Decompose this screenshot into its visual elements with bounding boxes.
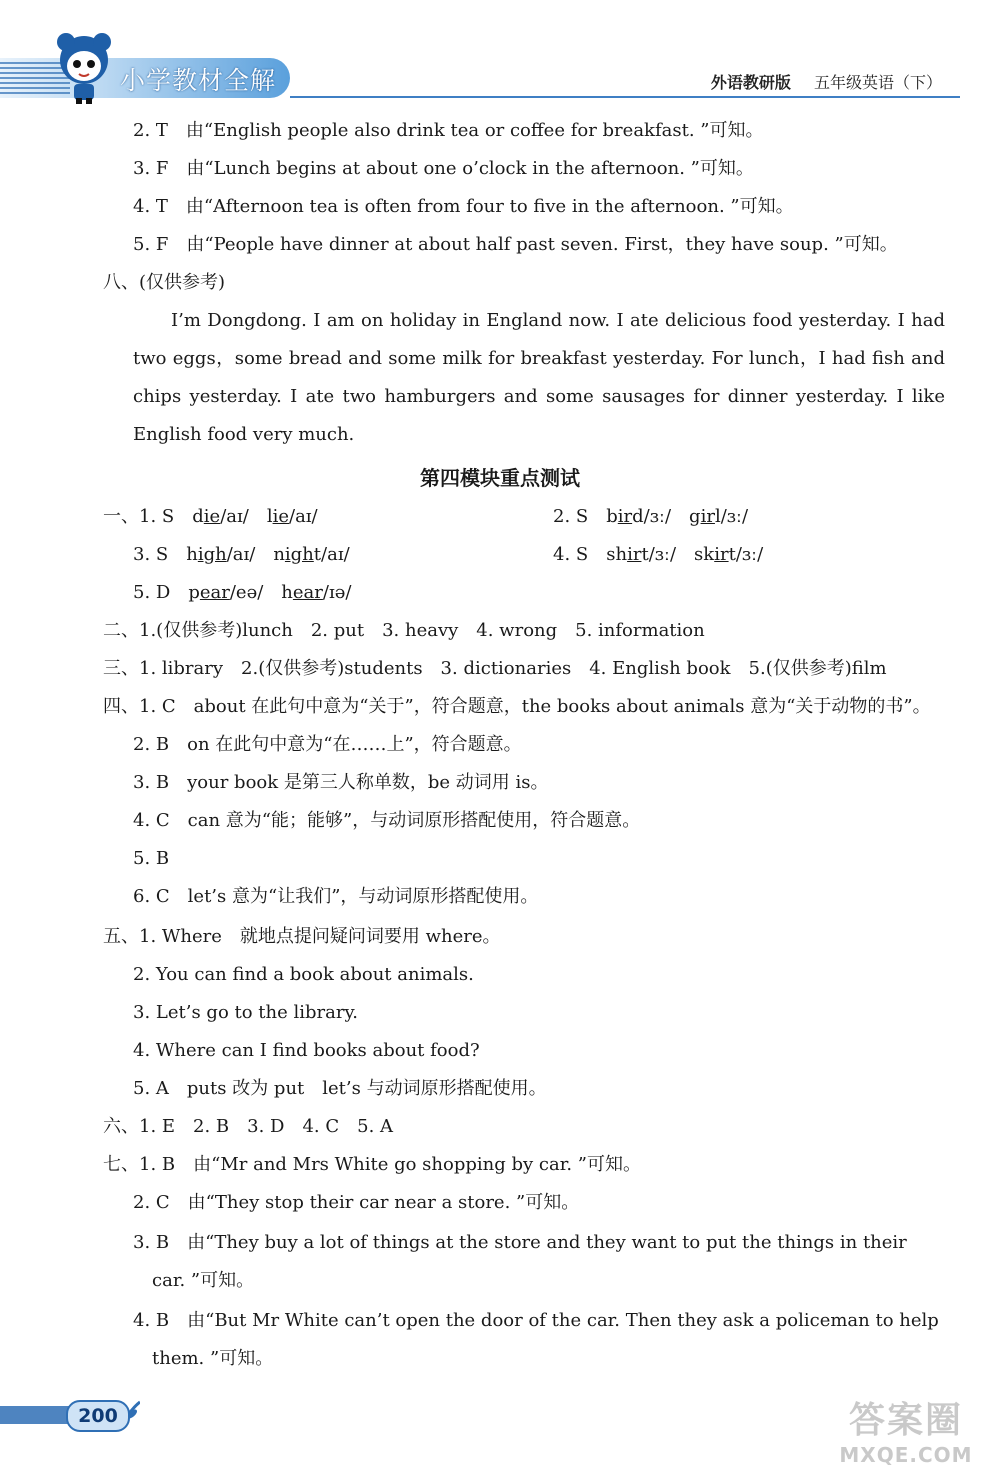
answer-line: 3. B your book 是第三人称单数，be 动词用 is。 [133, 772, 549, 793]
phonics-item: 3. S high/aɪ/ night/aɪ/ [133, 544, 350, 565]
answer-line: 3. F 由“Lunch begins at about one o’clock in the afternoon. ”可知。 [133, 158, 754, 179]
section-title: 第四模块重点测试 [420, 466, 580, 490]
answer-line: car. ”可知。 [152, 1270, 255, 1291]
phonics-item: 5. D pear/eə/ hear/ɪə/ [133, 582, 352, 603]
answer-line: 3. Let’s go to the library. [133, 1002, 358, 1023]
answer-line: 5. F 由“People have dinner at about half past seven. First，they have soup. ”可知。 [133, 234, 898, 255]
phonics-item: 2. S bird/ɜː/ girl/ɜː/ [553, 506, 749, 527]
sample-essay: I’m Dongdong. I am on holiday in England now. I ate delicious food yesterday. I had two eggs，some bread and some milk for breakfast yesterday. For lunch，I had fish and chips yesterday. I ate two hamburgers and some sausages for dinner yesterday. I like English food very much. [133, 310, 945, 445]
answer-line: 三、1. library 2.(仅供参考)students 3. dictionaries 4. English book 5.(仅供参考)film [103, 658, 887, 679]
book-title: 小学教材全解 [120, 66, 277, 95]
question-heading: 八、(仅供参考) [103, 272, 226, 293]
answer-line: 四、1. C about 在此句中意为“关于”，符合题意，the books about animals 意为“关于动物的书”。 [103, 696, 931, 717]
answer-line: 3. B 由“They buy a lot of things at the store and they want to put the things in their [133, 1232, 907, 1253]
answer-line: 6. C let’s 意为“让我们”，与动词原形搭配使用。 [133, 886, 539, 907]
site-watermark: 答案圈 MXQE.COM [839, 1400, 973, 1467]
header-rule [290, 96, 960, 98]
answer-line: 4. Where can I find books about food? [133, 1040, 480, 1061]
answer-line: 七、1. B 由“Mr and Mrs White go shopping by car. ”可知。 [103, 1154, 641, 1175]
page-header [0, 0, 1000, 110]
answer-line: 5. A puts 改为 put let’s 与动词原形搭配使用。 [133, 1078, 547, 1099]
answer-line: 4. T 由“Afternoon tea is often from four to five in the afternoon. ”可知。 [133, 196, 794, 217]
answer-line: 2. You can find a book about animals. [133, 964, 474, 985]
phonics-item: 4. S shirt/ɜː/ skirt/ɜː/ [553, 544, 764, 565]
page-number: 200 [66, 1400, 130, 1432]
answer-line: 二、1.(仅供参考)lunch 2. put 3. heavy 4. wrong 5. information [103, 620, 705, 641]
answer-line: 五、1. Where 就地点提问疑问词要用 where。 [103, 926, 501, 947]
answer-line: 4. B 由“But Mr White can’t open the door of the car. Then they ask a policeman to help [133, 1310, 939, 1331]
answer-line: 六、1. E 2. B 3. D 4. C 5. A [103, 1116, 394, 1137]
answer-line: 2. B on 在此句中意为“在……上”，符合题意。 [133, 734, 522, 755]
header-info [711, 70, 942, 93]
answer-line: 2. T 由“English people also drink tea or coffee for breakfast. ”可知。 [133, 120, 764, 141]
mascot-icon [52, 30, 116, 106]
answer-line: 4. C can 意为“能；能够”，与动词原形搭配使用，符合题意。 [133, 810, 641, 831]
answer-line: them. ”可知。 [152, 1348, 274, 1369]
answer-line: 5. B [133, 848, 170, 869]
phonics-item: 一、1. S die/aɪ/ lie/aɪ/ [103, 506, 318, 527]
grade-subject: 五年级英语（下） [813, 73, 942, 92]
publisher: 外语教研版 [710, 73, 791, 92]
answer-line: 2. C 由“They stop their car near a store. ”可知。 [133, 1192, 580, 1213]
